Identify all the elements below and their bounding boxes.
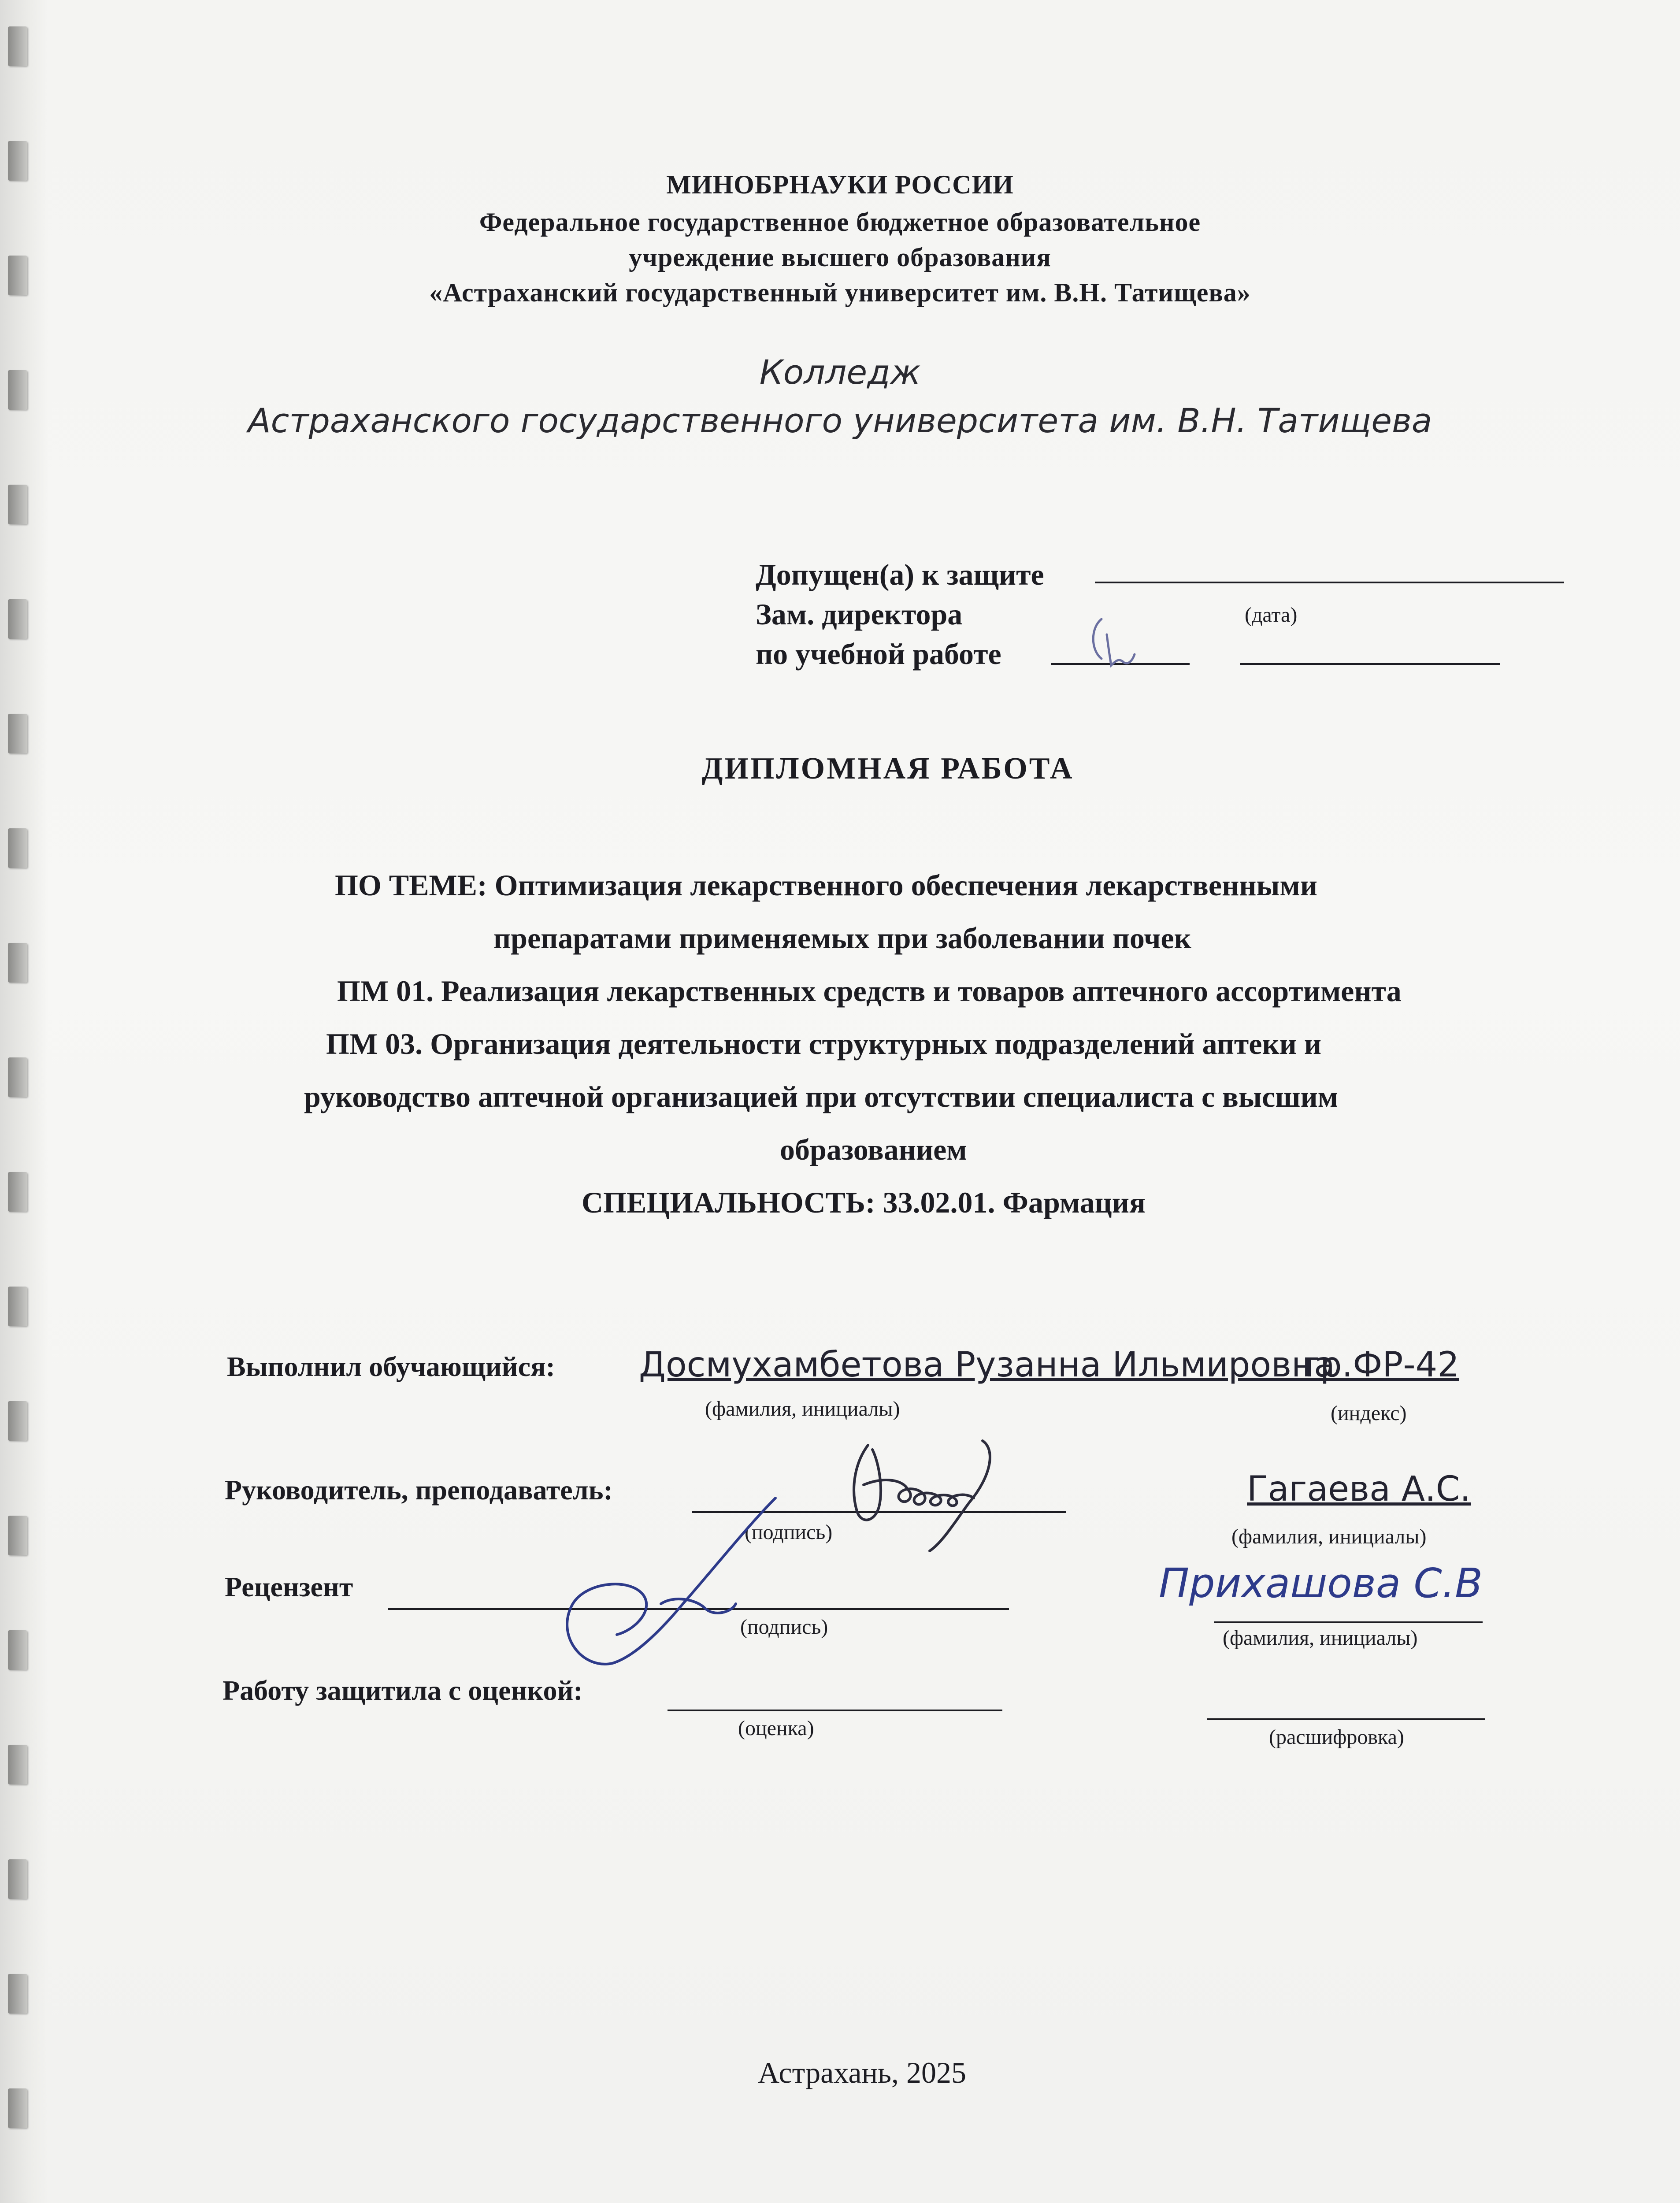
- binding-hole: [8, 943, 27, 983]
- supervisor-name: Гагаева А.С.: [1247, 1469, 1471, 1509]
- spiral-binding: [0, 0, 48, 2203]
- deputy-director-label: Зам. директора: [756, 597, 963, 631]
- reviewer-label: Рецензент: [225, 1571, 353, 1602]
- admission-label: Допущен(а) к защите: [756, 558, 1044, 591]
- specialty: СПЕЦИАЛЬНОСТЬ: 33.02.01. Фармация: [582, 1186, 1146, 1219]
- admission-date-line: [1095, 582, 1564, 583]
- binding-hole: [8, 1516, 27, 1555]
- topic-line-2: препаратами применяемых при заболевании почек: [493, 921, 1191, 955]
- date-caption: (дата): [1245, 603, 1298, 627]
- binding-hole: [8, 485, 27, 524]
- city-year: Астрахань, 2025: [758, 2056, 967, 2089]
- deputy-signature-icon: [1075, 610, 1146, 681]
- institution-line-2: учреждение высшего образования: [629, 243, 1051, 272]
- binding-hole: [8, 1057, 27, 1097]
- ministry-name: МИНОБРНАУКИ РОССИИ: [666, 170, 1014, 199]
- decode-caption: (расшифровка): [1269, 1725, 1404, 1749]
- module-03-line-2: руководство аптечной организацией при отсутствии специалиста с высшим: [304, 1080, 1339, 1113]
- deputy-date-line: [1240, 663, 1500, 665]
- academic-work-label: по учебной работе: [756, 637, 1001, 671]
- student-group: гр.ФР-42: [1302, 1345, 1459, 1385]
- student-group-caption: (индекс): [1331, 1402, 1407, 1425]
- module-03-line-3: образованием: [780, 1133, 967, 1166]
- student-name-caption: (фамилия, инициалы): [705, 1397, 900, 1420]
- binding-hole: [8, 1745, 27, 1784]
- binding-hole: [8, 26, 27, 66]
- supervisor-signature-icon: [837, 1423, 1084, 1555]
- decode-line: [1207, 1718, 1485, 1720]
- binding-hole: [8, 1172, 27, 1212]
- reviewer-signature-icon: [529, 1489, 837, 1674]
- topic-line-1: ПО ТЕМЕ: Оптимизация лекарственного обеспечения лекарственными: [335, 868, 1318, 902]
- binding-hole: [8, 828, 27, 868]
- grade-caption: (оценка): [738, 1717, 814, 1740]
- binding-hole: [8, 1859, 27, 1899]
- reviewer-name-line: [1214, 1621, 1483, 1623]
- binding-hole: [8, 1401, 27, 1441]
- module-01: ПМ 01. Реализация лекарственных средств и товаров аптечного ассортимента: [337, 974, 1402, 1008]
- institution-line-1: Федеральное государственное бюджетное образовательное: [479, 208, 1201, 237]
- module-03-line-1: ПМ 03. Организация деятельности структурных подразделений аптеки и: [326, 1027, 1322, 1061]
- binding-hole: [8, 599, 27, 639]
- supervisor-signature-caption: (подпись): [745, 1521, 833, 1544]
- reviewer-name: Прихашова С.В: [1159, 1560, 1483, 1607]
- college-label: Колледж: [759, 352, 921, 392]
- binding-hole: [8, 2088, 27, 2128]
- binding-hole: [8, 1974, 27, 2014]
- student-name: Досмухамбетова Рузанна Ильмировна: [639, 1345, 1335, 1385]
- supervisor-label: Руководитель, преподаватель:: [225, 1474, 613, 1506]
- college-name: Астраханского государственного университета им. В.Н. Татищева: [248, 401, 1432, 440]
- binding-hole: [8, 1630, 27, 1670]
- grade-line: [668, 1710, 1002, 1711]
- student-label: Выполнил обучающийся:: [227, 1351, 555, 1382]
- reviewer-name-caption: (фамилия, инициалы): [1223, 1626, 1418, 1650]
- supervisor-name-caption: (фамилия, инициалы): [1231, 1525, 1427, 1548]
- document-title: ДИПЛОМНАЯ РАБОТА: [701, 752, 1074, 786]
- binding-hole: [8, 1287, 27, 1326]
- university-name: «Астраханский государственный университет им. В.Н. Татищева»: [429, 278, 1251, 307]
- reviewer-signature-caption: (подпись): [740, 1615, 828, 1639]
- binding-hole: [8, 714, 27, 753]
- defense-label: Работу защитила с оценкой:: [223, 1675, 583, 1706]
